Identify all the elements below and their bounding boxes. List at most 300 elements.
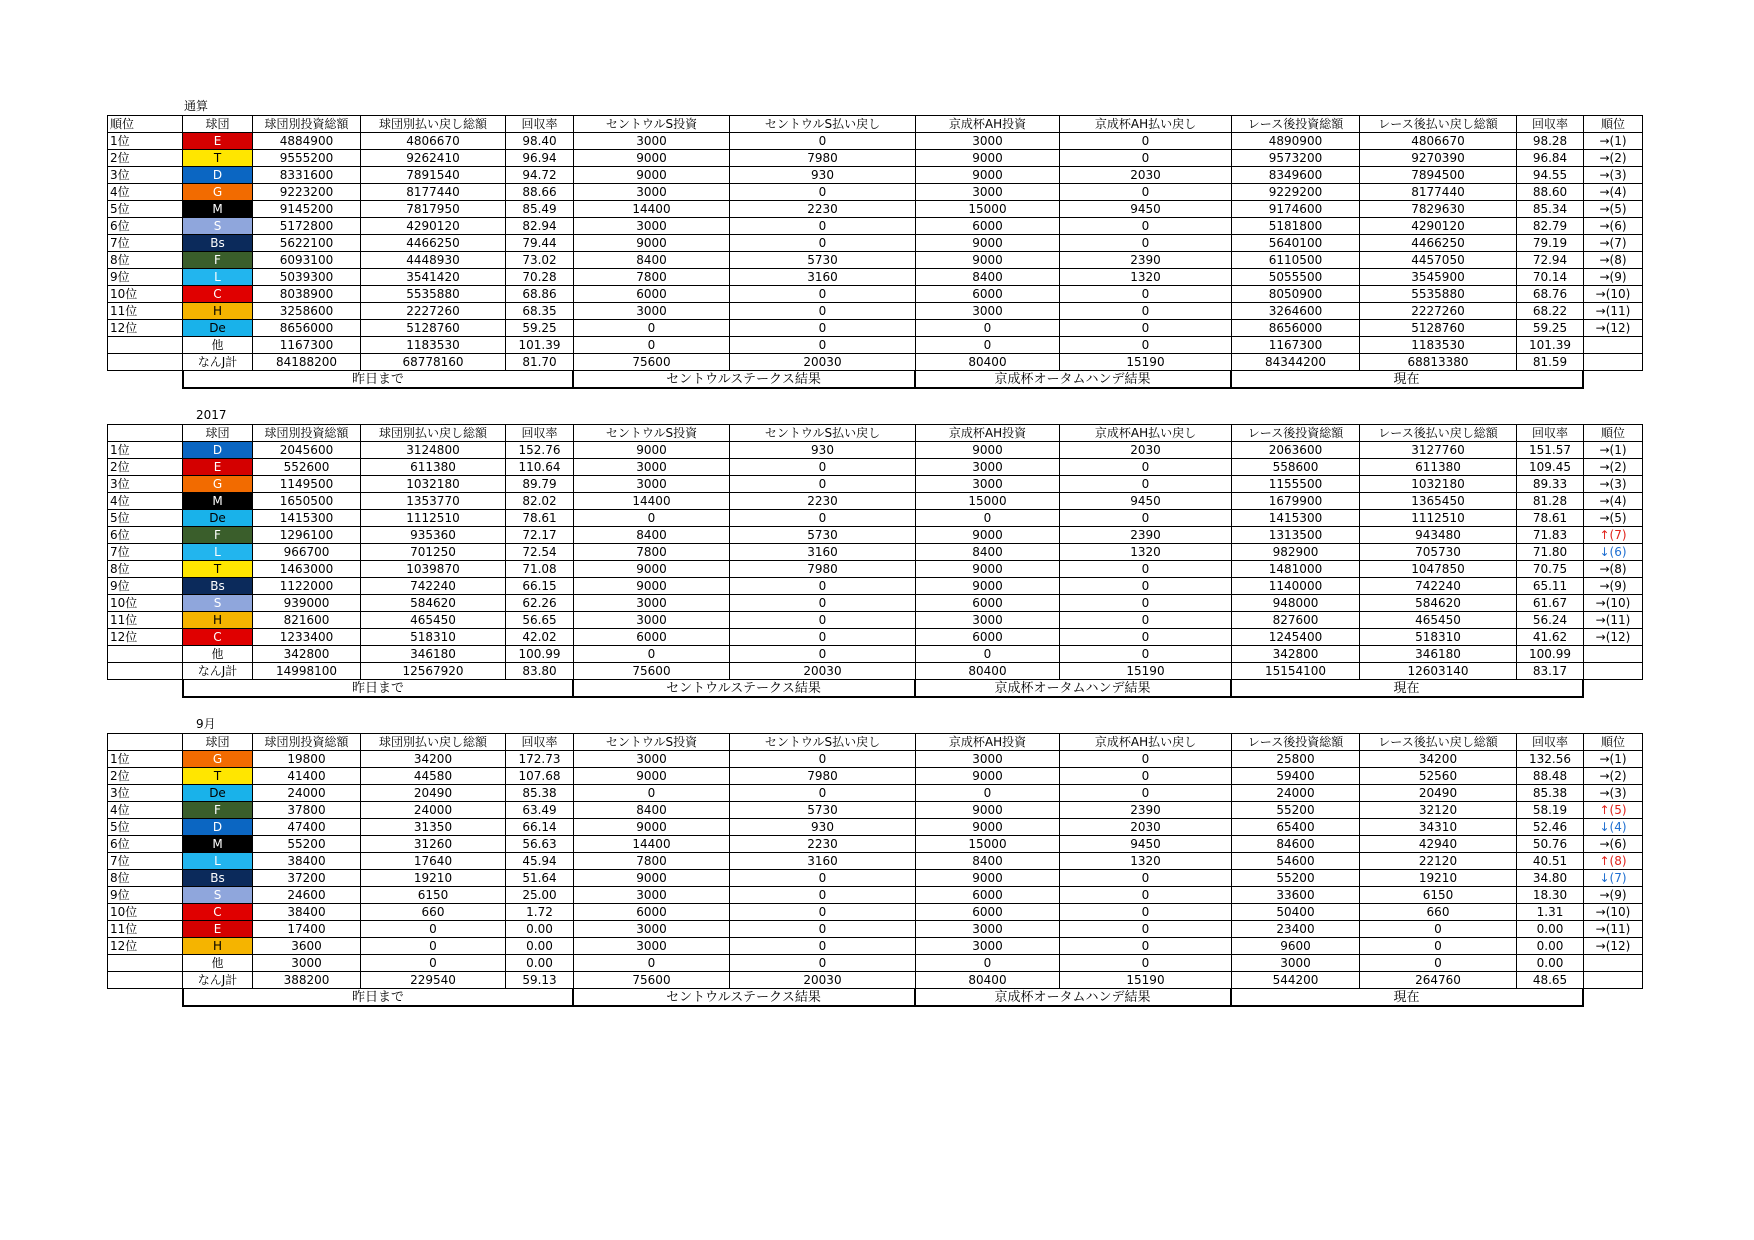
value-cell: 3000: [916, 921, 1060, 938]
column-header: 回収率: [1517, 425, 1584, 442]
value-cell: 8331600: [253, 167, 361, 184]
team-badge: G: [183, 476, 253, 493]
value-cell: 1032180: [361, 476, 506, 493]
value-cell: 0.00: [506, 921, 574, 938]
rank-cell: 10位: [108, 595, 183, 612]
value-cell: 0: [361, 938, 506, 955]
rank-change-cell: [1584, 354, 1643, 371]
team-badge: Bs: [183, 235, 253, 252]
rank-change-cell: →(1): [1584, 751, 1643, 768]
value-cell: 982900: [1232, 544, 1360, 561]
value-cell: 8400: [574, 527, 730, 544]
rank-cell: 3位: [108, 167, 183, 184]
value-cell: 0: [1060, 320, 1232, 337]
value-cell: 8038900: [253, 286, 361, 303]
column-header: [108, 425, 183, 442]
table-row: [108, 303, 1643, 320]
value-cell: 544200: [1232, 972, 1360, 989]
value-cell: 15000: [916, 836, 1060, 853]
column-header: レース後払い戻し総額: [1360, 116, 1517, 133]
table-row: [108, 544, 1643, 561]
rank-cell: 5位: [108, 819, 183, 836]
value-cell: 3000: [574, 476, 730, 493]
value-cell: 109.45: [1517, 459, 1584, 476]
value-cell: 2230: [730, 201, 916, 218]
value-cell: 6093100: [253, 252, 361, 269]
value-cell: 1415300: [253, 510, 361, 527]
team-cell: 他: [183, 955, 253, 972]
column-header: 京成杯AH払い戻し: [1060, 425, 1232, 442]
value-cell: 346180: [1360, 646, 1517, 663]
value-cell: 6000: [574, 286, 730, 303]
team-badge: H: [183, 612, 253, 629]
value-cell: 55200: [253, 836, 361, 853]
value-cell: 0: [730, 887, 916, 904]
value-cell: 5730: [730, 802, 916, 819]
value-cell: 12603140: [1360, 663, 1517, 680]
value-cell: 66.14: [506, 819, 574, 836]
value-cell: 59400: [1232, 768, 1360, 785]
value-cell: 9000: [916, 167, 1060, 184]
value-cell: 346180: [361, 646, 506, 663]
value-cell: 1320: [1060, 544, 1232, 561]
rank-change-cell: →(12): [1584, 938, 1643, 955]
value-cell: 9000: [916, 442, 1060, 459]
column-header: 順位: [1584, 425, 1643, 442]
data-table: [107, 115, 1643, 371]
value-cell: 5622100: [253, 235, 361, 252]
value-cell: 0.00: [1517, 955, 1584, 972]
value-cell: 0: [730, 751, 916, 768]
value-cell: 82.79: [1517, 218, 1584, 235]
value-cell: 6150: [361, 887, 506, 904]
value-cell: 9573200: [1232, 150, 1360, 167]
value-cell: 5039300: [253, 269, 361, 286]
value-cell: 264760: [1360, 972, 1517, 989]
rank-cell: 1位: [108, 442, 183, 459]
value-cell: 50.76: [1517, 836, 1584, 853]
rank-change-cell: →(9): [1584, 269, 1643, 286]
value-cell: 5535880: [361, 286, 506, 303]
value-cell: 4806670: [361, 133, 506, 150]
value-cell: 0: [574, 785, 730, 802]
value-cell: 9450: [1060, 836, 1232, 853]
footer-label: 現在: [1231, 680, 1584, 698]
value-cell: 85.34: [1517, 201, 1584, 218]
value-cell: 110.64: [506, 459, 574, 476]
value-cell: 3000: [574, 595, 730, 612]
column-header: 回収率: [1517, 116, 1584, 133]
value-cell: 8400: [916, 269, 1060, 286]
value-cell: 0: [1060, 629, 1232, 646]
rank-change-cell: →(11): [1584, 921, 1643, 938]
value-cell: 34200: [361, 751, 506, 768]
value-cell: 25800: [1232, 751, 1360, 768]
value-cell: 75600: [574, 354, 730, 371]
value-cell: 3000: [574, 459, 730, 476]
value-cell: 88.66: [506, 184, 574, 201]
column-header: 球団: [183, 734, 253, 751]
value-cell: 62.26: [506, 595, 574, 612]
value-cell: 81.59: [1517, 354, 1584, 371]
value-cell: 5128760: [1360, 320, 1517, 337]
value-cell: 6150: [1360, 887, 1517, 904]
rank-cell: 4位: [108, 493, 183, 510]
rank-cell: 4位: [108, 184, 183, 201]
section-1: [107, 408, 1643, 700]
value-cell: 38400: [253, 853, 361, 870]
value-cell: 9270390: [1360, 150, 1517, 167]
column-header: 回収率: [506, 734, 574, 751]
value-cell: 68.76: [1517, 286, 1584, 303]
value-cell: 0: [1060, 904, 1232, 921]
value-cell: 8177440: [1360, 184, 1517, 201]
column-header: 回収率: [506, 116, 574, 133]
value-cell: 0: [1060, 218, 1232, 235]
value-cell: 5535880: [1360, 286, 1517, 303]
value-cell: 68.86: [506, 286, 574, 303]
value-cell: 660: [361, 904, 506, 921]
value-cell: 0: [730, 785, 916, 802]
value-cell: 6000: [916, 904, 1060, 921]
value-cell: 0: [1060, 751, 1232, 768]
value-cell: 939000: [253, 595, 361, 612]
rank-cell: 6位: [108, 836, 183, 853]
value-cell: 17640: [361, 853, 506, 870]
team-badge: C: [183, 904, 253, 921]
table-row: [108, 904, 1643, 921]
value-cell: 0: [730, 629, 916, 646]
value-cell: 9000: [916, 768, 1060, 785]
header-row: [108, 734, 1643, 751]
value-cell: 65.11: [1517, 578, 1584, 595]
value-cell: 388200: [253, 972, 361, 989]
value-cell: 1.72: [506, 904, 574, 921]
rank-cell: 6位: [108, 218, 183, 235]
value-cell: 3264600: [1232, 303, 1360, 320]
team-cell: 他: [183, 646, 253, 663]
value-cell: 3000: [574, 303, 730, 320]
value-cell: 1183530: [361, 337, 506, 354]
table-row: [108, 561, 1643, 578]
value-cell: 0: [730, 578, 916, 595]
team-badge: L: [183, 544, 253, 561]
value-cell: 0: [361, 921, 506, 938]
rank-cell: 10位: [108, 286, 183, 303]
value-cell: 68.35: [506, 303, 574, 320]
column-header: 回収率: [506, 425, 574, 442]
column-header: 京成杯AH払い戻し: [1060, 116, 1232, 133]
value-cell: 84188200: [253, 354, 361, 371]
team-cell: なんJ計: [183, 663, 253, 680]
table-row: [108, 819, 1643, 836]
rank-change-cell: [1584, 663, 1643, 680]
value-cell: 966700: [253, 544, 361, 561]
data-table: [107, 424, 1643, 680]
rank-change-cell: ↑(8): [1584, 853, 1643, 870]
value-cell: 59.13: [506, 972, 574, 989]
value-cell: 0: [1360, 938, 1517, 955]
rank-change-cell: →(8): [1584, 252, 1643, 269]
value-cell: 0: [1060, 955, 1232, 972]
rank-cell: [108, 955, 183, 972]
value-cell: 0: [916, 955, 1060, 972]
rank-cell: [108, 646, 183, 663]
value-cell: 54600: [1232, 853, 1360, 870]
header-row: [108, 116, 1643, 133]
value-cell: 84600: [1232, 836, 1360, 853]
column-header: 球団: [183, 425, 253, 442]
team-badge: S: [183, 887, 253, 904]
column-header: 球団別投資総額: [253, 734, 361, 751]
value-cell: 0: [730, 921, 916, 938]
team-badge: C: [183, 629, 253, 646]
value-cell: 9000: [916, 870, 1060, 887]
value-cell: 56.63: [506, 836, 574, 853]
section-label: 通算: [184, 99, 209, 113]
rank-change-cell: →(3): [1584, 476, 1643, 493]
table-row: [108, 785, 1643, 802]
value-cell: 24000: [1232, 785, 1360, 802]
value-cell: 78.61: [506, 510, 574, 527]
value-cell: 44580: [361, 768, 506, 785]
footer-label: 昨日まで: [182, 989, 574, 1007]
rank-cell: 9位: [108, 578, 183, 595]
value-cell: 1112510: [1360, 510, 1517, 527]
value-cell: 0: [1060, 184, 1232, 201]
value-cell: 8400: [916, 853, 1060, 870]
table-row: [108, 442, 1643, 459]
value-cell: 55200: [1232, 870, 1360, 887]
value-cell: 8400: [916, 544, 1060, 561]
value-cell: 51.64: [506, 870, 574, 887]
column-header: セントウルS払い戻し: [730, 734, 916, 751]
rank-change-cell: →(1): [1584, 133, 1643, 150]
value-cell: 827600: [1232, 612, 1360, 629]
table-row: [108, 921, 1643, 938]
value-cell: 75600: [574, 972, 730, 989]
rank-cell: 6位: [108, 527, 183, 544]
team-badge: E: [183, 921, 253, 938]
value-cell: 611380: [1360, 459, 1517, 476]
value-cell: 4806670: [1360, 133, 1517, 150]
value-cell: 82.94: [506, 218, 574, 235]
table-row: [108, 802, 1643, 819]
value-cell: 0: [1060, 150, 1232, 167]
rank-cell: 2位: [108, 768, 183, 785]
column-header: 京成杯AH投資: [916, 116, 1060, 133]
team-badge: De: [183, 320, 253, 337]
value-cell: 15190: [1060, 354, 1232, 371]
value-cell: 0: [916, 785, 1060, 802]
value-cell: 1320: [1060, 269, 1232, 286]
rank-change-cell: →(2): [1584, 768, 1643, 785]
value-cell: 0: [730, 595, 916, 612]
value-cell: 7800: [574, 269, 730, 286]
rank-cell: [108, 663, 183, 680]
value-cell: 7891540: [361, 167, 506, 184]
value-cell: 9000: [916, 802, 1060, 819]
value-cell: 948000: [1232, 595, 1360, 612]
value-cell: 71.83: [1517, 527, 1584, 544]
value-cell: 55200: [1232, 802, 1360, 819]
rank-cell: 11位: [108, 303, 183, 320]
rank-change-cell: →(12): [1584, 320, 1643, 337]
team-badge: T: [183, 768, 253, 785]
footer-row: [107, 989, 1643, 1009]
value-cell: 2030: [1060, 167, 1232, 184]
value-cell: 3000: [253, 955, 361, 972]
value-cell: 935360: [361, 527, 506, 544]
rank-cell: 8位: [108, 561, 183, 578]
value-cell: 930: [730, 442, 916, 459]
table-row: [108, 595, 1643, 612]
rank-cell: 7位: [108, 853, 183, 870]
value-cell: 56.24: [1517, 612, 1584, 629]
value-cell: 40.51: [1517, 853, 1584, 870]
team-cell: なんJ計: [183, 354, 253, 371]
value-cell: 552600: [253, 459, 361, 476]
rank-cell: 2位: [108, 459, 183, 476]
value-cell: 4290120: [361, 218, 506, 235]
value-cell: 0: [730, 235, 916, 252]
value-cell: 1365450: [1360, 493, 1517, 510]
value-cell: 930: [730, 167, 916, 184]
value-cell: 465450: [361, 612, 506, 629]
footer-label: セントウルステークス結果: [573, 371, 916, 389]
team-badge: De: [183, 510, 253, 527]
value-cell: 24600: [253, 887, 361, 904]
value-cell: 42940: [1360, 836, 1517, 853]
team-badge: F: [183, 527, 253, 544]
value-cell: 0: [916, 646, 1060, 663]
value-cell: 34.80: [1517, 870, 1584, 887]
footer-label: セントウルステークス結果: [573, 989, 916, 1007]
value-cell: 73.02: [506, 252, 574, 269]
value-cell: 0: [1060, 459, 1232, 476]
value-cell: 50400: [1232, 904, 1360, 921]
value-cell: 8656000: [253, 320, 361, 337]
table-row: [108, 663, 1643, 680]
rank-cell: 5位: [108, 201, 183, 218]
rank-change-cell: →(6): [1584, 218, 1643, 235]
rank-change-cell: →(3): [1584, 167, 1643, 184]
value-cell: 0: [1060, 476, 1232, 493]
value-cell: 8400: [574, 252, 730, 269]
rank-cell: 10位: [108, 904, 183, 921]
value-cell: 6000: [916, 629, 1060, 646]
value-cell: 342800: [1232, 646, 1360, 663]
rank-change-cell: [1584, 646, 1643, 663]
value-cell: 9450: [1060, 493, 1232, 510]
value-cell: 1140000: [1232, 578, 1360, 595]
value-cell: 12567920: [361, 663, 506, 680]
value-cell: 3000: [916, 133, 1060, 150]
value-cell: 25.00: [506, 887, 574, 904]
value-cell: 558600: [1232, 459, 1360, 476]
value-cell: 37800: [253, 802, 361, 819]
column-header: 球団別払い戻し総額: [361, 425, 506, 442]
value-cell: 9000: [916, 578, 1060, 595]
value-cell: 3000: [574, 887, 730, 904]
footer-label: 京成杯オータムハンデ結果: [915, 989, 1232, 1007]
value-cell: 2030: [1060, 442, 1232, 459]
value-cell: 9000: [916, 527, 1060, 544]
rank-cell: 11位: [108, 921, 183, 938]
value-cell: 9555200: [253, 150, 361, 167]
value-cell: 1245400: [1232, 629, 1360, 646]
table-row: [108, 218, 1643, 235]
value-cell: 38400: [253, 904, 361, 921]
value-cell: 0: [574, 646, 730, 663]
rank-cell: 2位: [108, 150, 183, 167]
value-cell: 15154100: [1232, 663, 1360, 680]
value-cell: 9000: [916, 235, 1060, 252]
rank-change-cell: →(9): [1584, 578, 1643, 595]
section-0: [107, 99, 1643, 391]
column-header: 球団別投資総額: [253, 425, 361, 442]
value-cell: 65400: [1232, 819, 1360, 836]
value-cell: 23400: [1232, 921, 1360, 938]
value-cell: 930: [730, 819, 916, 836]
value-cell: 52.46: [1517, 819, 1584, 836]
rank-cell: [108, 337, 183, 354]
table-row: [108, 286, 1643, 303]
value-cell: 3000: [574, 133, 730, 150]
value-cell: 7800: [574, 853, 730, 870]
rank-cell: [108, 354, 183, 371]
value-cell: 7829630: [1360, 201, 1517, 218]
value-cell: 19210: [361, 870, 506, 887]
value-cell: 61.67: [1517, 595, 1584, 612]
value-cell: 3600: [253, 938, 361, 955]
value-cell: 172.73: [506, 751, 574, 768]
value-cell: 9000: [916, 252, 1060, 269]
table-row: [108, 150, 1643, 167]
value-cell: 88.48: [1517, 768, 1584, 785]
value-cell: 15190: [1060, 972, 1232, 989]
value-cell: 0: [730, 286, 916, 303]
value-cell: 34310: [1360, 819, 1517, 836]
value-cell: 1650500: [253, 493, 361, 510]
value-cell: 7817950: [361, 201, 506, 218]
value-cell: 72.54: [506, 544, 574, 561]
value-cell: 3000: [916, 184, 1060, 201]
value-cell: 15000: [916, 201, 1060, 218]
value-cell: 0: [916, 320, 1060, 337]
footer-label: セントウルステークス結果: [573, 680, 916, 698]
value-cell: 9000: [574, 819, 730, 836]
team-badge: G: [183, 751, 253, 768]
rank-change-cell: ↑(5): [1584, 802, 1643, 819]
rank-cell: 1位: [108, 133, 183, 150]
rank-change-cell: →(12): [1584, 629, 1643, 646]
value-cell: 465450: [1360, 612, 1517, 629]
value-cell: 3000: [916, 459, 1060, 476]
rank-change-cell: ↑(7): [1584, 527, 1643, 544]
value-cell: 705730: [1360, 544, 1517, 561]
value-cell: 943480: [1360, 527, 1517, 544]
column-header: レース後払い戻し総額: [1360, 734, 1517, 751]
footer-label: 現在: [1231, 989, 1584, 1007]
value-cell: 58.19: [1517, 802, 1584, 819]
value-cell: 2030: [1060, 819, 1232, 836]
rank-cell: 12位: [108, 938, 183, 955]
value-cell: 0: [574, 337, 730, 354]
value-cell: 14400: [574, 836, 730, 853]
value-cell: 101.39: [1517, 337, 1584, 354]
value-cell: 56.65: [506, 612, 574, 629]
